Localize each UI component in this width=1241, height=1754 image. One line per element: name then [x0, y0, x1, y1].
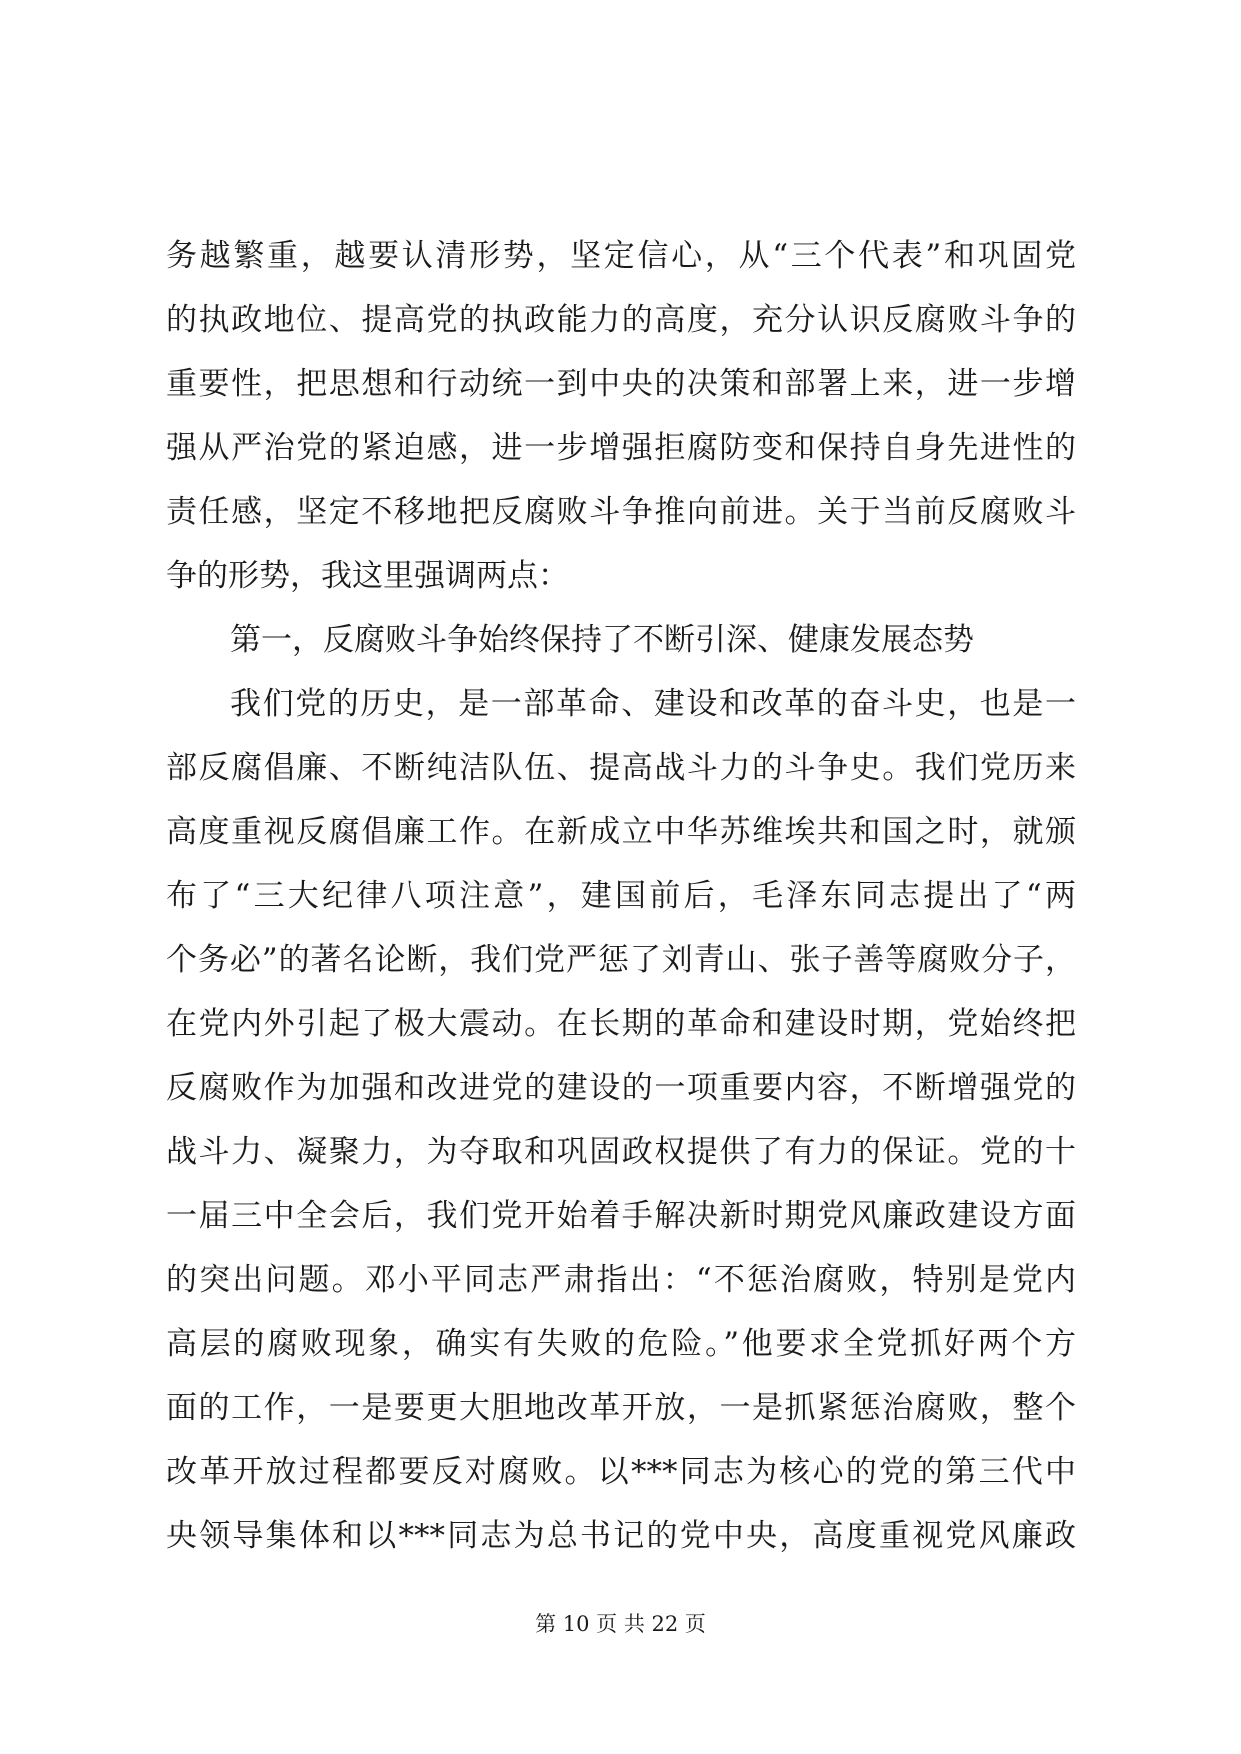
text-line: 布了“三大纪律八项注意”，建国前后，毛泽东同志提出了“两	[166, 878, 1076, 914]
paragraph-2	[166, 672, 1076, 1568]
paragraph-1	[166, 224, 1076, 608]
text-line: 个务必”的著名论断，我们党严惩了刘青山、张子善等腐败分子，	[166, 942, 1076, 978]
text-line: 责任感，坚定不移地把反腐败斗争推向前进。关于当前反腐败斗	[166, 494, 1076, 530]
text-line: 的突出问题。邓小平同志严肃指出：“不惩治腐败，特别是党内	[166, 1262, 1076, 1298]
document-body	[166, 224, 1076, 1568]
text-line: 高层的腐败现象，确实有失败的危险。”他要求全党抓好两个方	[166, 1326, 1076, 1362]
text-line: 务越繁重，越要认清形势，坚定信心，从“三个代表”和巩固党	[166, 238, 1076, 274]
text-line: 的执政地位、提高党的执政能力的高度，充分认识反腐败斗争的	[166, 302, 1076, 338]
text-line: 战斗力、凝聚力，为夺取和巩固政权提供了有力的保证。党的十	[166, 1134, 1076, 1170]
text-line: 面的工作，一是要更大胆地改革开放，一是抓紧惩治腐败，整个	[166, 1390, 1076, 1426]
text-line: 改革开放过程都要反对腐败。以***同志为核心的党的第三代中	[166, 1454, 1076, 1490]
text-line: 央领导集体和以***同志为总书记的党中央，高度重视党风廉政	[166, 1518, 1076, 1554]
text-line: 反腐败作为加强和改进党的建设的一项重要内容，不断增强党的	[166, 1070, 1076, 1106]
text-line: 争的形势，我这里强调两点：	[166, 558, 569, 594]
text-line: 我们党的历史，是一部革命、建设和改革的奋斗史，也是一	[230, 686, 1076, 722]
text-line: 部反腐倡廉、不断纯洁队伍、提高战斗力的斗争史。我们党历来	[166, 750, 1076, 786]
section-heading: 第一，反腐败斗争始终保持了不断引深、健康发展态势	[230, 622, 974, 658]
page-number-footer: 第 10 页 共 22 页	[535, 1612, 706, 1636]
text-line: 重要性，把思想和行动统一到中央的决策和部署上来，进一步增	[166, 366, 1076, 402]
text-line: 强从严治党的紧迫感，进一步增强拒腐防变和保持自身先进性的	[166, 430, 1076, 466]
text-line: 在党内外引起了极大震动。在长期的革命和建设时期，党始终把	[166, 1006, 1076, 1042]
text-line: 高度重视反腐倡廉工作。在新成立中华苏维埃共和国之时，就颁	[166, 814, 1076, 850]
text-line: 一届三中全会后，我们党开始着手解决新时期党风廉政建设方面	[166, 1198, 1076, 1234]
